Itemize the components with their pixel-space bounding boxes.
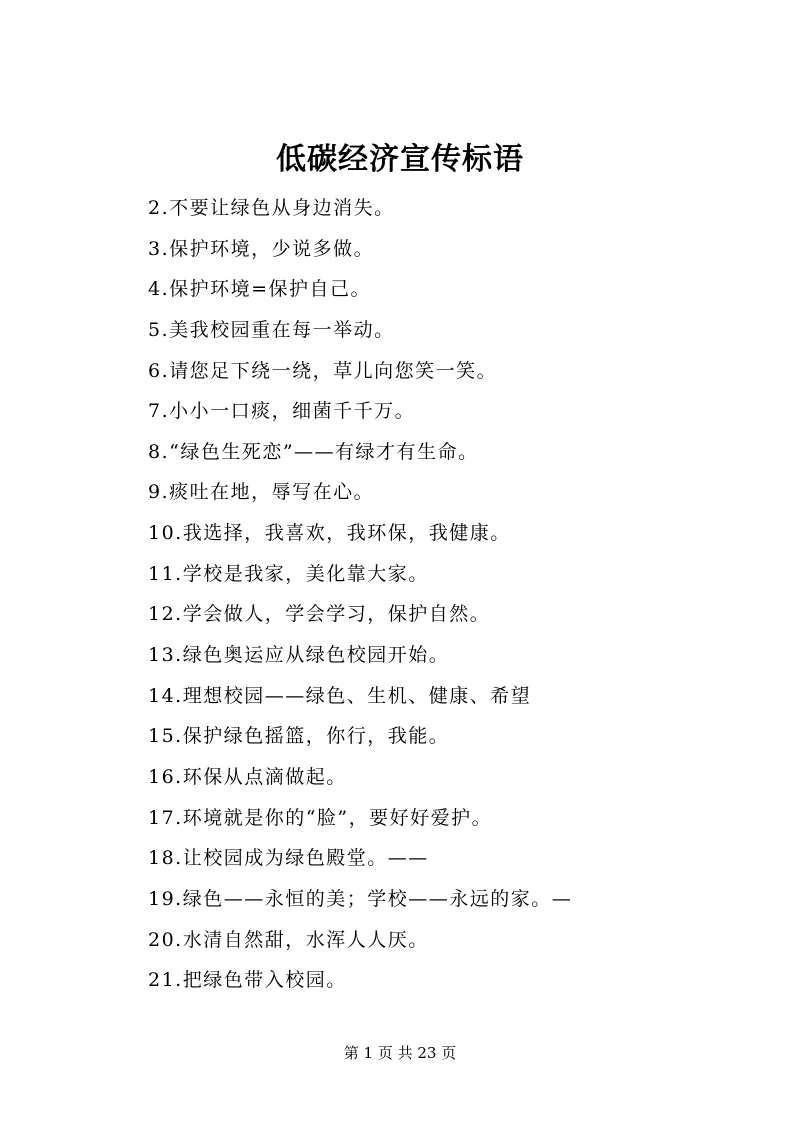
list-item: 4.保护环境=保护自己。 bbox=[148, 278, 372, 301]
list-item: 21.把绿色带入校园。 bbox=[148, 969, 347, 992]
list-item: 5.美我校园重在每一举动。 bbox=[148, 318, 395, 341]
list-item: 10.我选择，我喜欢，我环保，我健康。 bbox=[148, 522, 511, 545]
list-item: 7.小小一口痰，细菌千千万。 bbox=[148, 400, 416, 423]
slogan-list bbox=[148, 188, 768, 1001]
list-item: 6.请您足下绕一绕，草儿向您笑一笑。 bbox=[148, 359, 498, 382]
list-item: 14.理想校园——绿色、生机、健康、希望 bbox=[148, 684, 532, 707]
list-item: 16.环保从点滴做起。 bbox=[148, 765, 347, 788]
list-item: 13.绿色奥运应从绿色校园开始。 bbox=[148, 644, 450, 667]
list-item: 3.保护环境，少说多做。 bbox=[148, 237, 375, 260]
list-item: 8.“绿色生死恋”——有绿才有生命。 bbox=[148, 440, 479, 463]
list-item: 9.痰吐在地，辱写在心。 bbox=[148, 481, 375, 504]
list-item: 18.让校园成为绿色殿堂。—— bbox=[148, 847, 429, 870]
list-item: 11.学校是我家，美化靠大家。 bbox=[148, 562, 429, 585]
list-item: 15.保护绿色摇篮，你行，我能。 bbox=[148, 725, 450, 748]
document-title: 低碳经济宣传标语 bbox=[276, 142, 524, 177]
list-item: 17.环境就是你的“脸”，要好好爱护。 bbox=[148, 806, 493, 829]
list-item: 19.绿色——永恒的美；学校——永远的家。— bbox=[148, 887, 573, 910]
list-item: 12.学会做人，学会学习，保护自然。 bbox=[148, 603, 491, 626]
list-item: 20.水清自然甜，水浑人人厌。 bbox=[148, 928, 429, 951]
list-item: 2.不要让绿色从身边消失。 bbox=[148, 197, 395, 219]
page-number-footer: 第 1 页 共 23 页 bbox=[343, 1044, 457, 1062]
